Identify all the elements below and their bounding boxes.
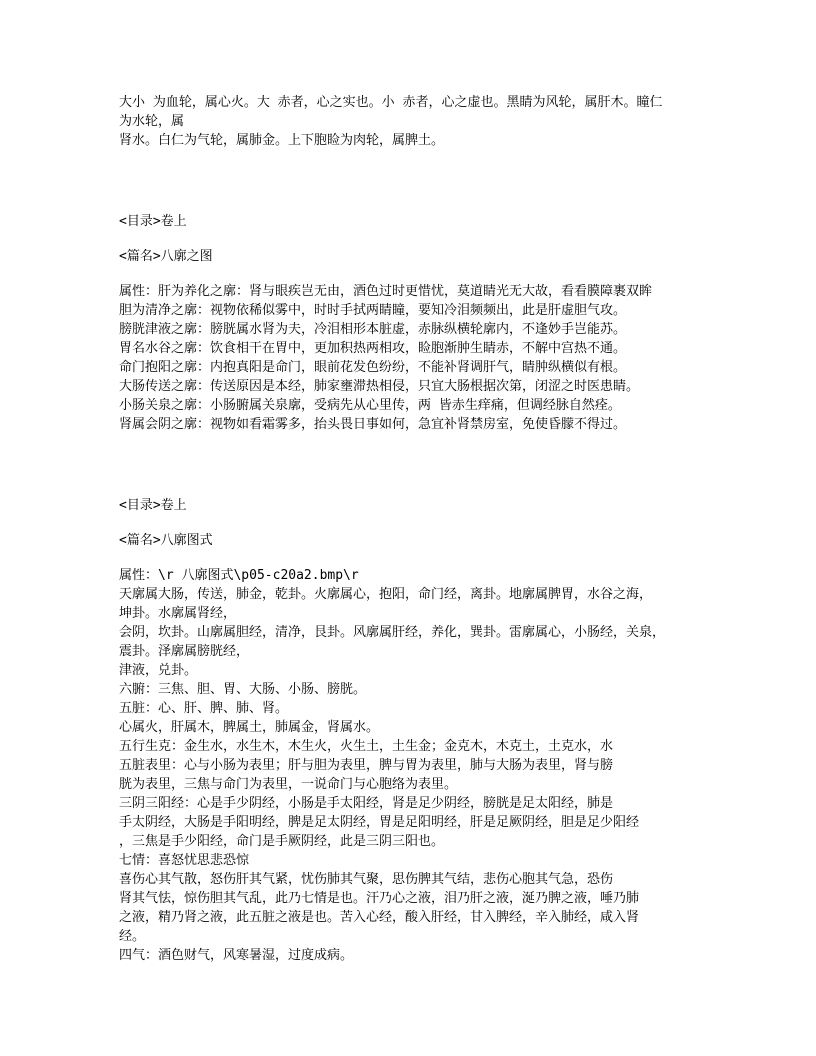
text-line: 四气：酒色财气，风寒暑湿，过度成病。 bbox=[119, 948, 354, 963]
text-line: 六腑：三焦、胆、胃、大肠、小肠、膀胱。 bbox=[119, 682, 367, 697]
text-line: 属性：\r 八廓图式\p05-c20a2.bmp\r bbox=[119, 568, 359, 583]
text-line: 膀胱津液之廓：膀胱属水肾为夫，冷泪相形本脏虚，赤脉纵横轮廓内，不逢妙手岂能苏。 bbox=[119, 322, 627, 337]
catalog-heading: <目录>卷上 bbox=[119, 214, 187, 229]
text-line: 命门抱阳之廓：内抱真阳是命门，眼前花发色纷纷，不能补肾调肝气，睛肿纵横似有根。 bbox=[119, 360, 627, 375]
intro-paragraph bbox=[119, 93, 701, 150]
text-line: 胃名水谷之廓：饮食相干在胃中，更加积热两相攻，睑胞渐肿生睛赤，不解中宫热不通。 bbox=[119, 341, 627, 356]
text-line: 五行生克：金生水，水生木，木生火，火生土，土生金；金克木，木克土，土克水，水 bbox=[119, 739, 614, 754]
text-line: 五脏表里：心与小肠为表里；肝与胆为表里，脾与胃为表里，肺与大肠为表里，肾与膀 bbox=[119, 758, 614, 773]
text-line: 心属火，肝属木，脾属土，肺属金，肾属水。 bbox=[119, 720, 380, 735]
text-line: 会阴，坎卦。山廓属胆经，清净，艮卦。风廓属肝经，养化，巽卦。雷廓属心，小肠经，关泉， bbox=[119, 625, 666, 640]
text-line: 天廓属大肠，传送，肺金，乾卦。火廓属心，抱阳，命门经，离卦。地廓属脾胃，水谷之海， bbox=[119, 587, 653, 602]
text-line: ，三焦是手少阳经，命门是手厥阴经，此是三阴三阳也。 bbox=[119, 834, 445, 849]
text-line: 肾其气怯，惊伤胆其气乱，此乃七情是也。汗乃心之液，泪乃肝之液，涎乃脾之液，唾乃肺 bbox=[119, 891, 640, 906]
text-line: 胆为清净之廓：视物依稀似雾中，时时手拭两睛瞳，要知冷泪频频出，此是肝虚胆气攻。 bbox=[119, 303, 627, 318]
section-bakuo-zhi-tu bbox=[119, 212, 701, 434]
text-line: 喜伤心其气散，怒伤肝其气紧，忧伤肺其气聚，思伤脾其气结，悲伤心胞其气急，恐伤 bbox=[119, 872, 614, 887]
text-line: 大肠传送之廓：传送原因是本经，肺家壅滞热相侵，只宜大肠根据次第，闭涩之时医患睛。 bbox=[119, 379, 640, 394]
catalog-heading: <目录>卷上 bbox=[119, 498, 187, 513]
text-line: 大小 为血轮，属心火。大 赤者，心之实也。小 赤者，心之虚也。黑睛为风轮，属肝木。瞳仁 bbox=[119, 95, 663, 110]
text-line: 震卦。泽廓属膀胱经， bbox=[119, 644, 250, 659]
text-line: 小肠关泉之廓：小肠腑属关泉廓，受病先从心里传，两 皆赤生痒痛，但调经脉自然痊。 bbox=[119, 398, 621, 413]
text-line: 之液，精乃肾之液，此五脏之液是也。苦入心经，酸入肝经，甘入脾经，辛入肺经，咸入肾 bbox=[119, 910, 640, 925]
text-line: 胱为表里，三焦与命门为表里，一说命门与心胞络为表里。 bbox=[119, 777, 458, 792]
document-page bbox=[119, 93, 701, 965]
text-line: 手太阴经，大肠是手阳明经，脾是足太阴经，胃是足阳明经，肝是足厥阴经，胆是足少阳经 bbox=[119, 815, 640, 830]
section-bakuo-tu-shi bbox=[119, 496, 701, 965]
text-line: 肾属会阴之廓：视物如看霜雾多，抬头畏日事如何，急宜补肾禁房室，免使昏朦不得过。 bbox=[119, 417, 627, 432]
text-line: 七情：喜怒忧思悲恐惊 bbox=[119, 853, 250, 868]
text-line: 津液，兑卦。 bbox=[119, 663, 198, 678]
text-line: 经。 bbox=[119, 929, 146, 944]
text-line: 三阴三阳经：心是手少阴经，小肠是手太阳经，肾是足少阴经，膀胱是足太阳经，肺是 bbox=[119, 796, 614, 811]
chapter-title: <篇名>八廓之图 bbox=[119, 249, 213, 264]
text-line: 肾水。白仁为气轮，属肺金。上下胞睑为肉轮，属脾土。 bbox=[119, 133, 445, 148]
chapter-title: <篇名>八廓图式 bbox=[119, 533, 213, 548]
text-line: 五脏：心、肝、脾、肺、肾。 bbox=[119, 701, 289, 716]
text-line: 坤卦。水廓属肾经， bbox=[119, 606, 237, 621]
text-line: 为水轮，属 bbox=[119, 114, 185, 129]
text-line: 属性：肝为养化之廓：肾与眼疾岂无由，酒色过时更惜忧，莫道睛光无大故，看看膜障裹双眸 bbox=[119, 284, 653, 299]
